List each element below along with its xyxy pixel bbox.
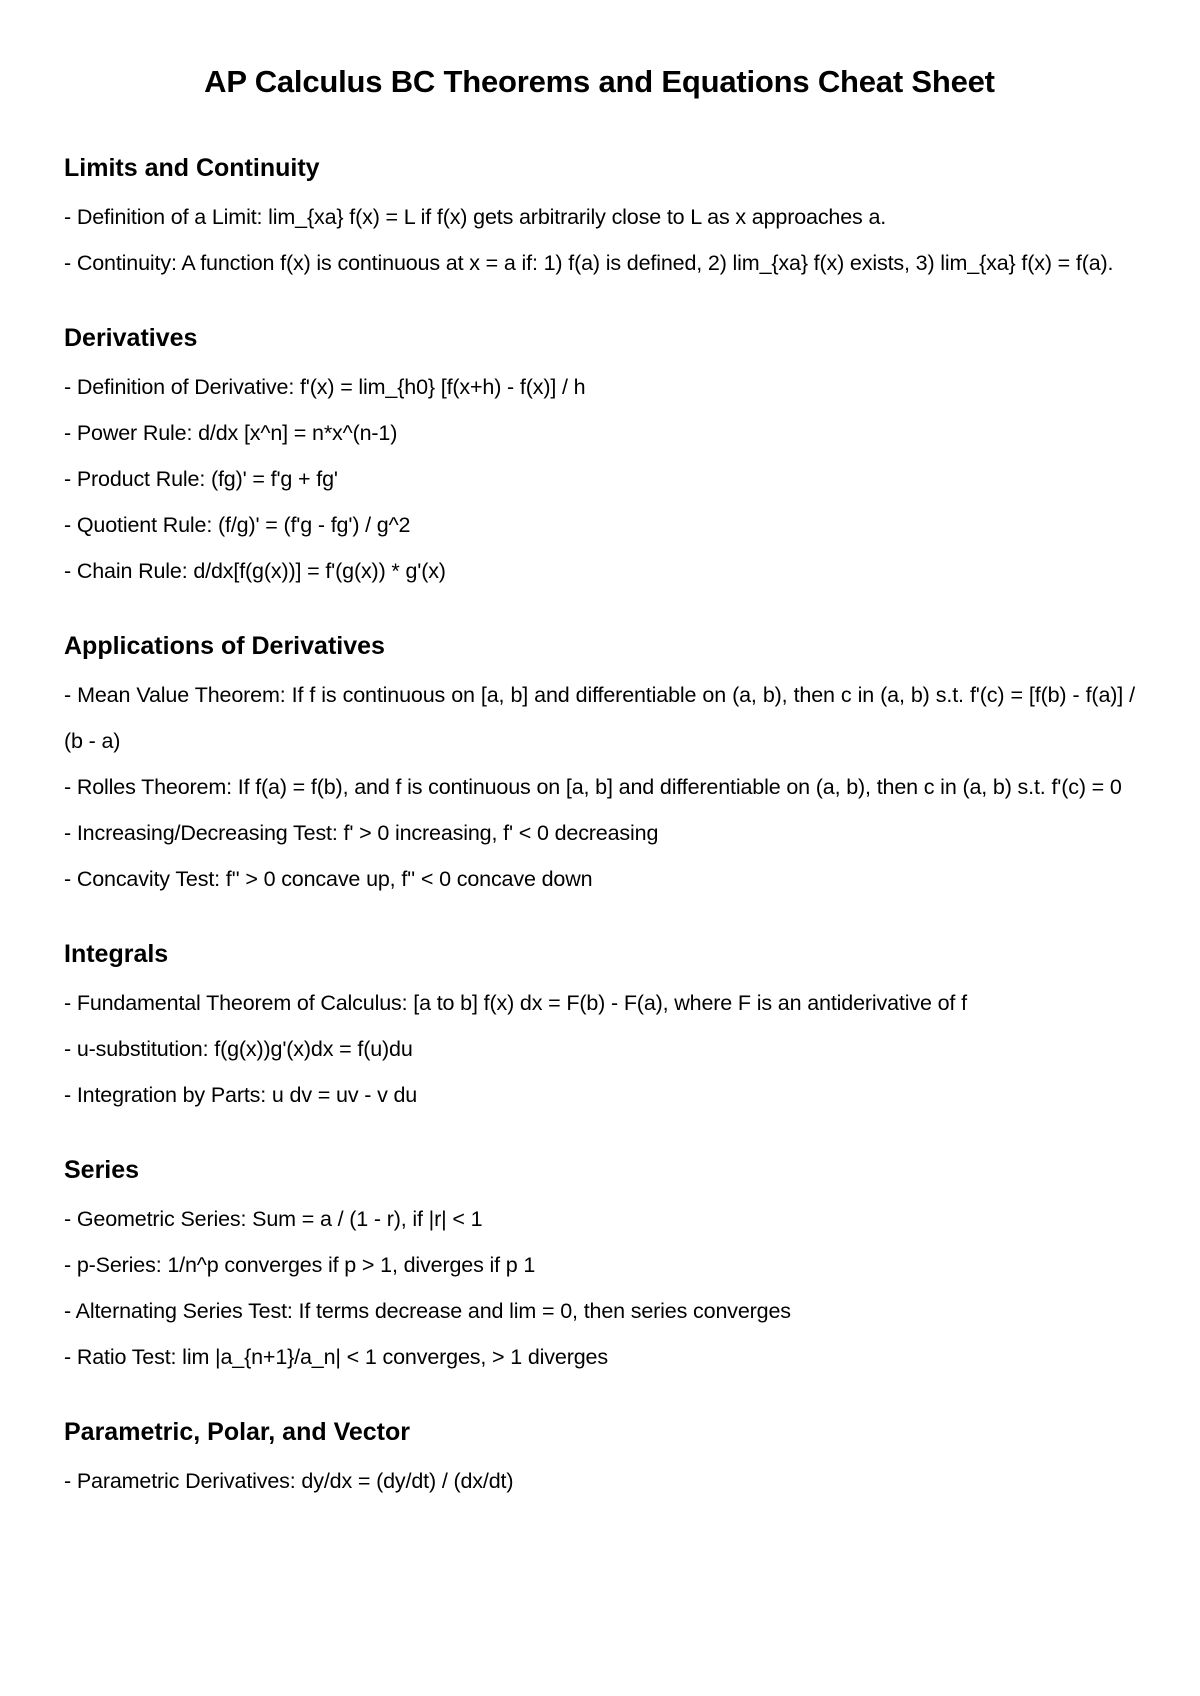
list-item: - Power Rule: d/dx [x^n] = n*x^(n-1)	[64, 421, 398, 445]
list-item: - Alternating Series Test: If terms decrease and lim = 0, then series converges	[64, 1299, 791, 1323]
list-item: - Definition of Derivative: f'(x) = lim_{h0} [f(x+h) - f(x)] / h	[64, 375, 586, 399]
section-parametric-polar-vector	[64, 1416, 1135, 1504]
section-heading: Applications of Derivatives	[64, 632, 385, 660]
list-item: - Product Rule: (fg)' = f'g + fg'	[64, 467, 338, 491]
list-item: - u-substitution: f(g(x))g'(x)dx = f(u)du	[64, 1037, 413, 1061]
list-item: - Quotient Rule: (f/g)' = (f'g - fg') / g^2	[64, 513, 411, 537]
section-limits-and-continuity	[64, 152, 1135, 286]
list-item: - Geometric Series: Sum = a / (1 - r), if |r| < 1	[64, 1207, 483, 1231]
list-item: - Mean Value Theorem: If f is continuous on [a, b] and differentiable on (a, b), then c in (a, b) s.t. f'(c) = [f(b) - f(a)] / (b - a)	[64, 683, 1135, 753]
section-heading: Integrals	[64, 940, 169, 968]
list-item: - Rolles Theorem: If f(a) = f(b), and f is continuous on [a, b] and differentiable on (a, b), then c in (a, b) s.t. f'(c) = 0	[64, 775, 1122, 799]
section-heading: Limits and Continuity	[64, 154, 320, 182]
list-item: - Increasing/Decreasing Test: f' > 0 increasing, f' < 0 decreasing	[64, 821, 659, 845]
page-title: AP Calculus BC Theorems and Equations Cheat Sheet	[204, 64, 995, 99]
list-item: - Definition of a Limit: lim_{xa} f(x) = L if f(x) gets arbitrarily close to L as x approaches a.	[64, 205, 887, 229]
list-item: - Chain Rule: d/dx[f(g(x))] = f'(g(x)) * g'(x)	[64, 559, 446, 583]
section-heading: Series	[64, 1156, 140, 1184]
list-item: - Concavity Test: f'' > 0 concave up, f'' < 0 concave down	[64, 867, 593, 891]
list-item: - Integration by Parts: u dv = uv - v du	[64, 1083, 418, 1107]
section-series	[64, 1154, 1135, 1380]
section-integrals	[64, 938, 1135, 1118]
section-heading: Parametric, Polar, and Vector	[64, 1418, 410, 1446]
list-item: - Continuity: A function f(x) is continuous at x = a if: 1) f(a) is defined, 2) lim_{xa} f(x) exists, 3) lim_{xa} f(x) = f(a).	[64, 251, 1114, 275]
section-derivatives	[64, 322, 1135, 594]
list-item: - p-Series: 1/n^p converges if p > 1, diverges if p 1	[64, 1253, 536, 1277]
section-heading: Derivatives	[64, 324, 198, 352]
list-item: - Parametric Derivatives: dy/dx = (dy/dt) / (dx/dt)	[64, 1469, 514, 1493]
list-item: - Ratio Test: lim |a_{n+1}/a_n| < 1 converges, > 1 diverges	[64, 1345, 608, 1369]
list-item: - Fundamental Theorem of Calculus: [a to b] f(x) dx = F(b) - F(a), where F is an antiderivative of f	[64, 991, 967, 1015]
section-applications-of-derivatives	[64, 630, 1135, 902]
